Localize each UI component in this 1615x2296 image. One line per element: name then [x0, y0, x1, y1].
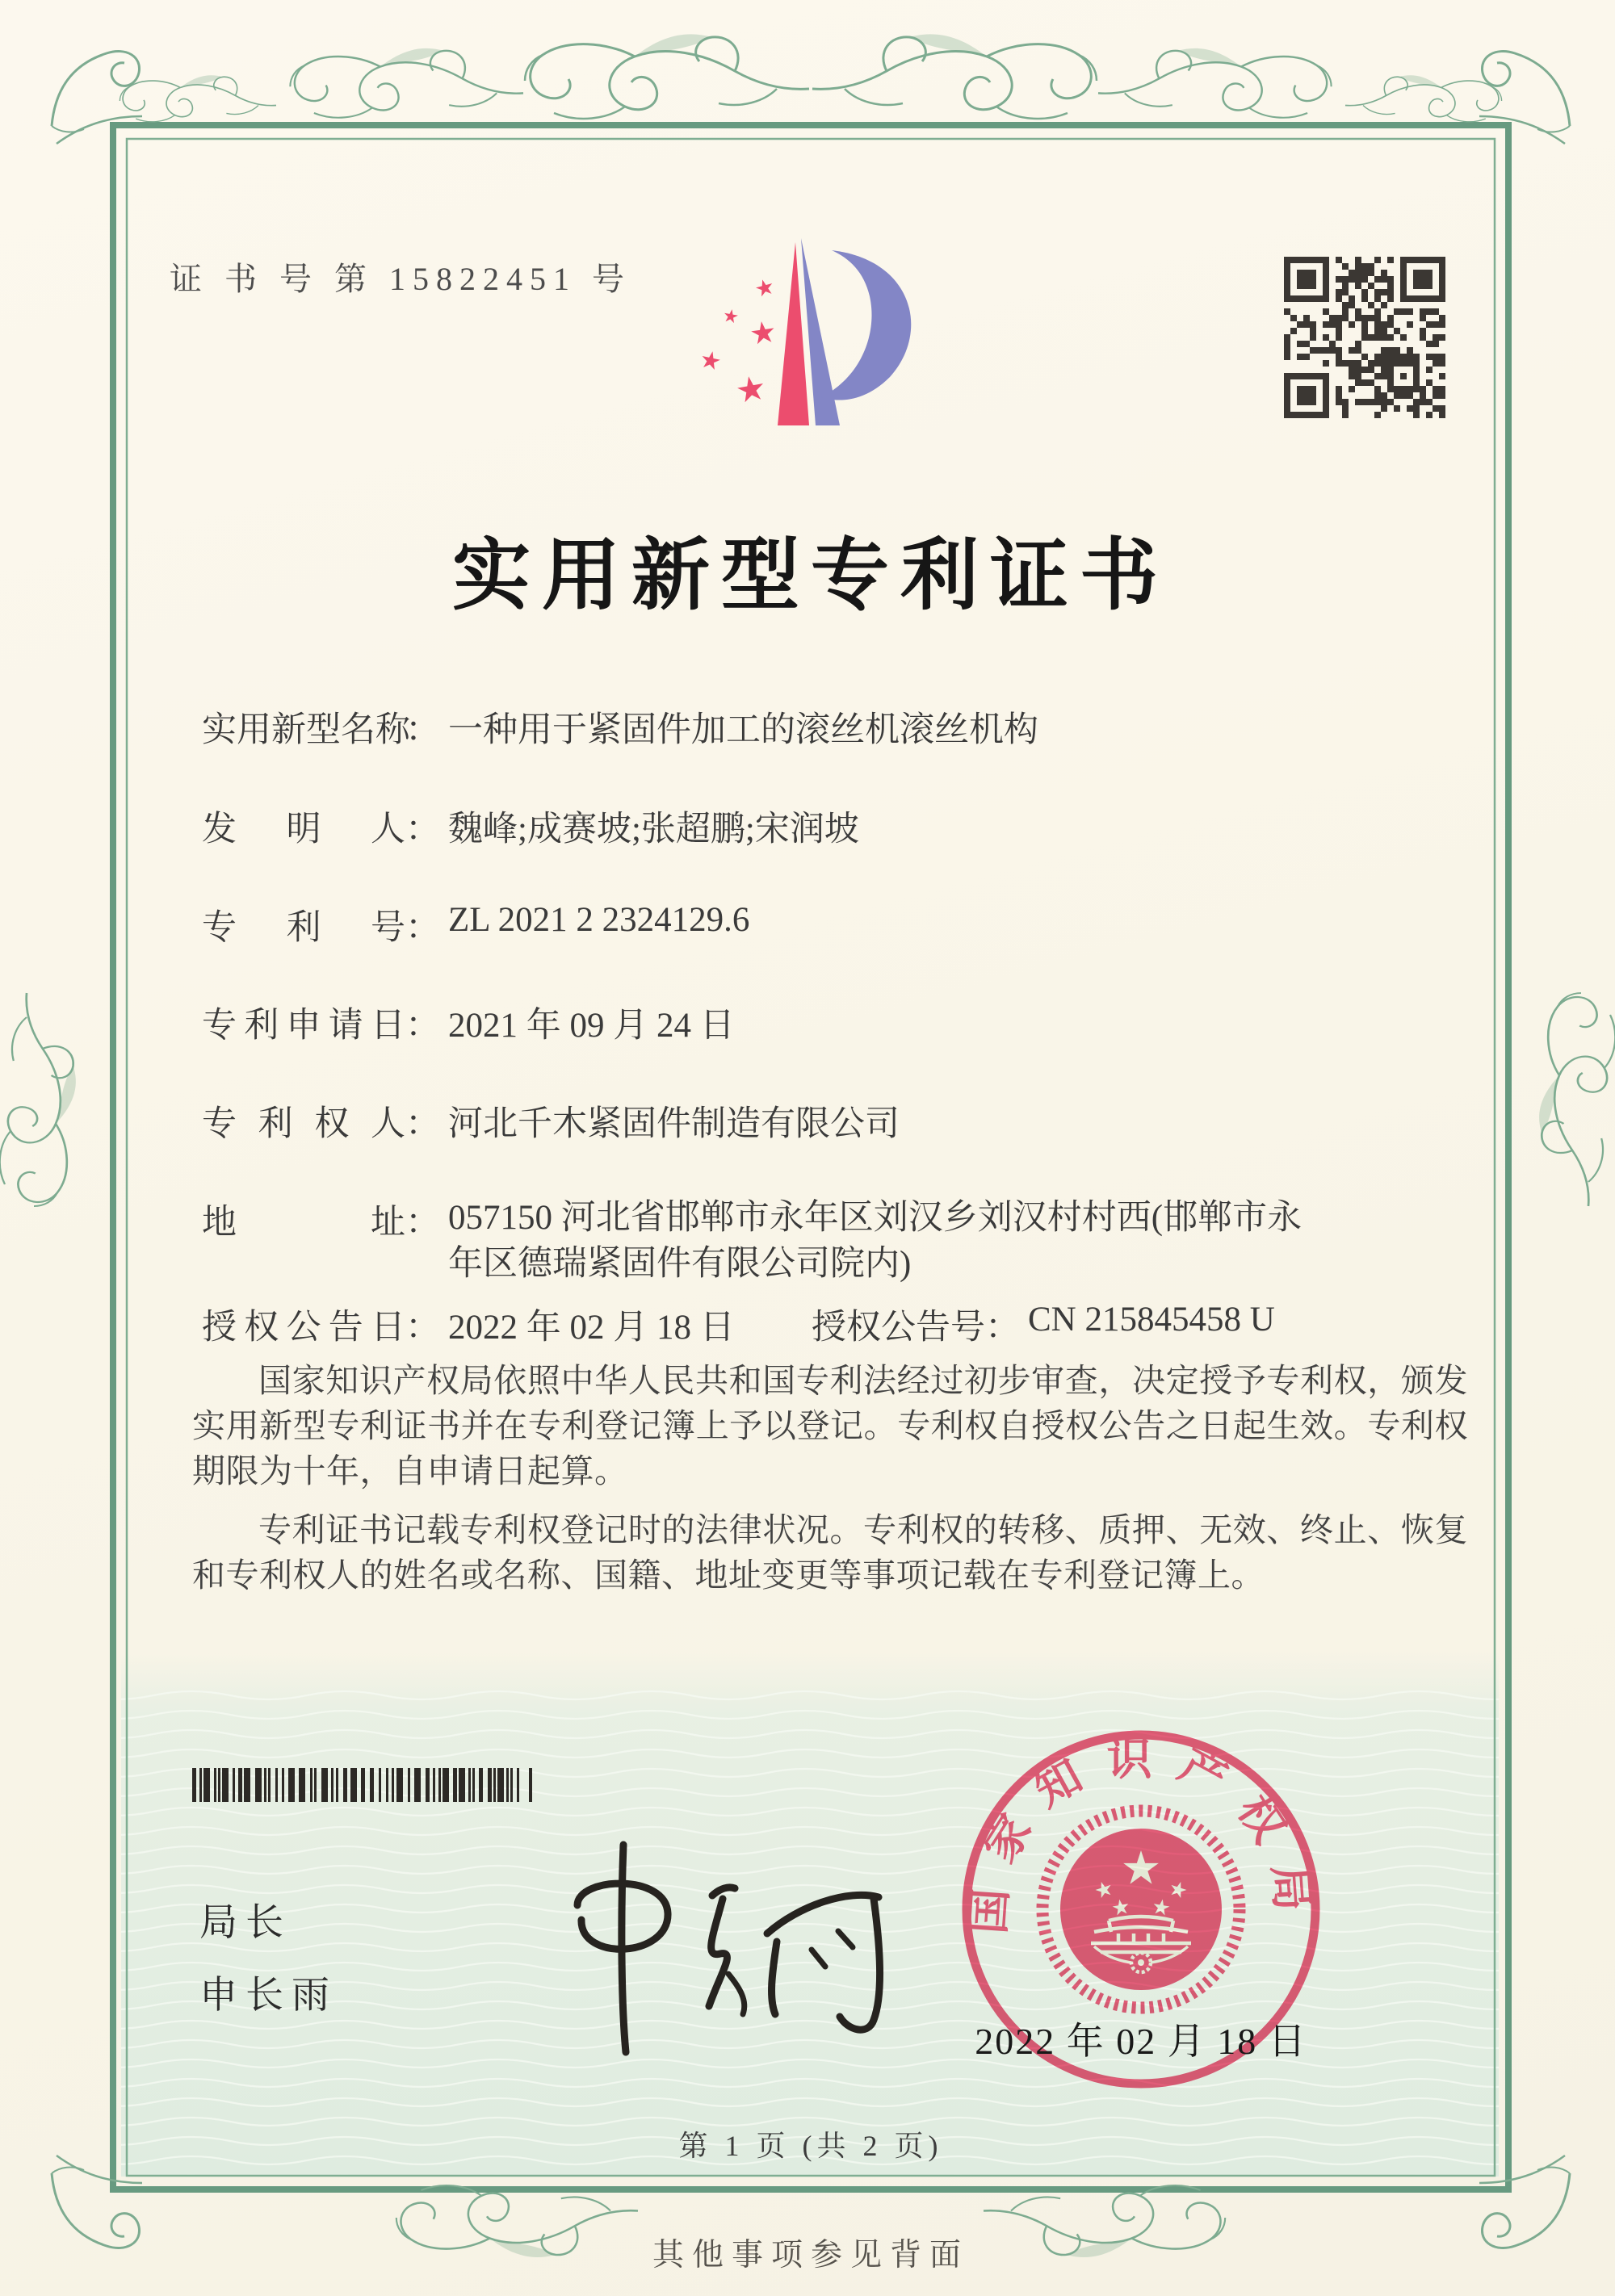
field-value	[448, 1195, 1441, 1287]
field-row-address	[202, 1195, 1510, 1287]
field-value: 河北千木紧固件制造有限公司	[448, 1105, 900, 1143]
field-label: 专 利 权 人	[202, 1105, 405, 1143]
legal-paragraph-2: 专利证书记载专利权登记时的法律状况。专利权的转移、质押、无效、终止、恢复和专利权人的姓名或名称、国籍、地址变更等事项记载在专利登记簿上。	[192, 1511, 1468, 1594]
barcode	[192, 1768, 535, 1802]
seal-text: 国家知识产权局	[963, 1734, 1319, 1936]
field-value: 一种用于紧固件加工的滚丝机滚丝机构	[448, 711, 1038, 749]
cnipa-logo-icon	[688, 203, 943, 473]
field-value: 2021 年 09 月 24 日	[448, 1007, 735, 1045]
field-row-utility-name	[202, 702, 1510, 752]
field-colon: ：	[405, 1309, 440, 1347]
field-colon: ：	[405, 1105, 440, 1143]
field-label: 专利申请日	[202, 1007, 405, 1045]
field-label: 专 利 号	[202, 909, 405, 947]
field-label: 地 址	[202, 1204, 405, 1242]
field-colon: ：	[405, 909, 440, 947]
field-label: 授权公告日	[202, 1309, 405, 1347]
director-title: 局长	[199, 1900, 292, 1943]
seal-date: 2022 年 02 月 18 日	[975, 2021, 1307, 2062]
field-label: 授权公告号	[812, 1309, 985, 1347]
qr-code	[1284, 257, 1445, 418]
legal-paragraph-1: 国家知识产权局依照中华人民共和国专利法经过初步审查，决定授予专利权，颁发实用新型专利证书并在专利登记簿上予以登记。专利权自授权公告之日起生效。专利权期限为十年，自申请日起算。	[192, 1362, 1468, 1489]
field-colon: ：	[405, 811, 440, 848]
field-value: 魏峰;成赛坡;张超鹏;宋润坡	[448, 811, 859, 848]
director-name: 申长雨	[199, 1973, 338, 2016]
certificate-title: 实用新型专利证书	[452, 533, 1169, 619]
field-colon: ：	[985, 1309, 1020, 1347]
field-colon: ：	[405, 1007, 440, 1045]
field-row-patentee	[202, 1096, 1510, 1146]
field-row-inventors	[202, 802, 1510, 851]
field-label: 发 明 人	[202, 811, 405, 848]
field-value: ZL 2021 2 2324129.6	[448, 901, 750, 939]
grant-number-pair	[812, 1300, 1275, 1349]
legal-text	[192, 1358, 1468, 1611]
field-colon: ：	[405, 1204, 440, 1242]
grant-date-value: 2022 年 02 月 18 日	[448, 1309, 735, 1347]
page-number: 第 1 页 (共 2 页)	[678, 2130, 943, 2162]
field-colon: ：	[405, 711, 440, 749]
field-row-filing-date	[202, 998, 1510, 1047]
certificate-number: 证 书 号 第 15822451 号	[170, 261, 631, 297]
field-row-patent-number	[202, 900, 1510, 949]
field-label: 实用新型名称	[202, 711, 410, 749]
back-side-note: 其他事项参见背面	[652, 2238, 969, 2273]
address-line-1: 057150 河北省邯郸市永年区刘汉乡刘汉村村西(邯郸市永	[448, 1199, 1302, 1237]
grant-number-value: CN 215845458 U	[1028, 1301, 1275, 1339]
handwritten-signature	[501, 1808, 888, 2067]
address-line-2: 年区德瑞紧固件有限公司院内)	[448, 1245, 912, 1283]
field-row-grant	[202, 1300, 1510, 1349]
